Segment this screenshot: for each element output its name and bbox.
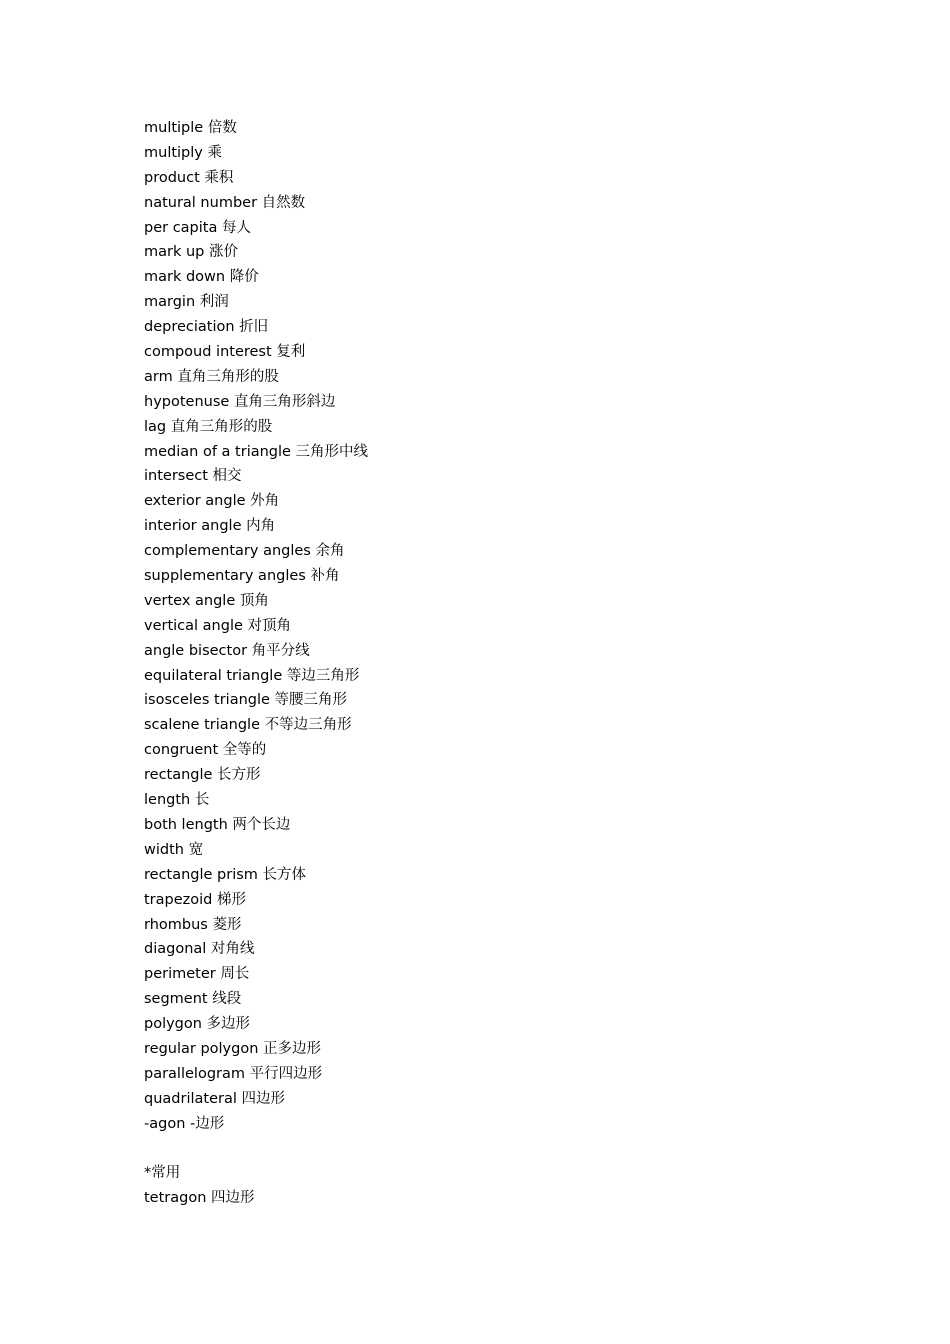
section-gap <box>144 1137 844 1162</box>
common-entry: tetragon 四边形 <box>144 1190 255 1207</box>
glossary-entry: supplementary angles 补角 <box>144 568 340 585</box>
glossary-entry: trapezoid 梯形 <box>144 891 246 908</box>
glossary-entry: both length 两个长边 <box>144 816 291 833</box>
glossary-entry: diagonal 对角线 <box>144 941 255 958</box>
glossary-entry: compoud interest 复利 <box>144 344 306 361</box>
glossary-entry: median of a triangle 三角形中线 <box>144 443 369 460</box>
common-entry: *常用 <box>144 1165 181 1182</box>
glossary-entry: natural number 自然数 <box>144 194 306 211</box>
glossary-entry: polygon 多边形 <box>144 1016 251 1033</box>
glossary-entry: quadrilateral 四边形 <box>144 1090 285 1107</box>
glossary-entry: lag 直角三角形的股 <box>144 418 273 435</box>
glossary-entry: rectangle 长方形 <box>144 767 261 784</box>
glossary-entry: angle bisector 角平分线 <box>144 642 310 659</box>
glossary-entry: interior angle 内角 <box>144 518 276 535</box>
glossary-entry: multiple 倍数 <box>144 120 237 136</box>
glossary-entry: perimeter 周长 <box>144 966 250 983</box>
glossary-entry: exterior angle 外角 <box>144 493 280 510</box>
glossary-entry: margin 利润 <box>144 294 229 311</box>
glossary-entry: regular polygon 正多边形 <box>144 1040 322 1057</box>
glossary-entry: per capita 每人 <box>144 219 251 236</box>
glossary-entry: scalene triangle 不等边三角形 <box>144 717 352 734</box>
glossary-entry: intersect 相交 <box>144 468 242 485</box>
glossary-entry: isosceles triangle 等腰三角形 <box>144 692 348 709</box>
glossary-list <box>144 116 844 1137</box>
glossary-entry: product 乘积 <box>144 169 234 186</box>
glossary-entry: -agon -边形 <box>144 1115 225 1132</box>
glossary-entry: parallelogram 平行四边形 <box>144 1065 323 1082</box>
glossary-content <box>144 116 844 1211</box>
glossary-entry: width 宽 <box>144 841 204 858</box>
glossary-entry: complementary angles 余角 <box>144 543 345 560</box>
glossary-entry: rhombus 菱形 <box>144 916 242 933</box>
glossary-entry: hypotenuse 直角三角形斜边 <box>144 393 336 410</box>
glossary-entry: vertical angle 对顶角 <box>144 617 292 634</box>
glossary-entry: rectangle prism 长方体 <box>144 866 307 883</box>
glossary-entry: mark up 涨价 <box>144 244 238 261</box>
glossary-entry: mark down 降价 <box>144 269 259 286</box>
glossary-entry: vertex angle 顶角 <box>144 592 269 609</box>
glossary-entry: equilateral triangle 等边三角形 <box>144 667 360 684</box>
glossary-entry: length 长 <box>144 792 210 809</box>
glossary-entry: depreciation 折旧 <box>144 319 269 336</box>
glossary-entry: multiply 乘 <box>144 144 222 161</box>
glossary-entry: arm 直角三角形的股 <box>144 368 279 385</box>
glossary-entry: segment 线段 <box>144 991 242 1008</box>
common-list <box>144 1161 844 1211</box>
glossary-entry: congruent 全等的 <box>144 742 267 759</box>
